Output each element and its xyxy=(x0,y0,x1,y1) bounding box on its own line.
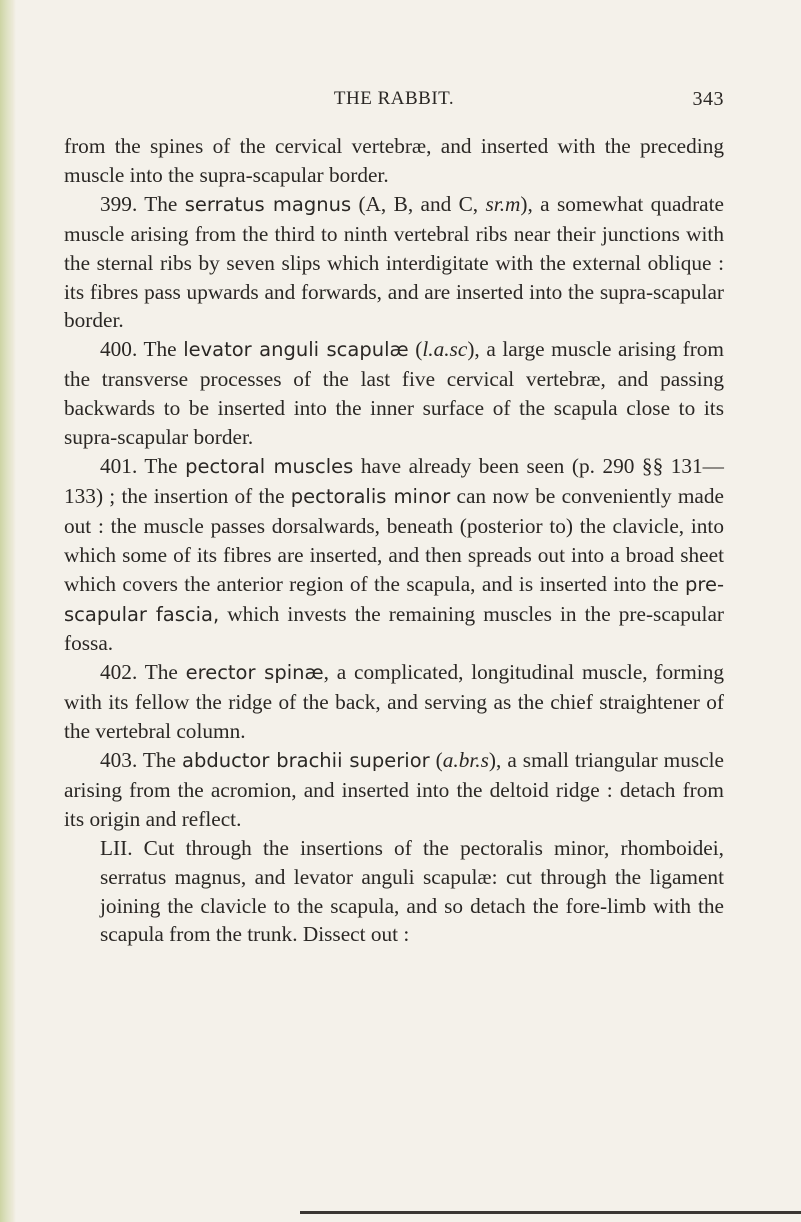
abbreviation: l.a.sc xyxy=(422,337,468,362)
text: ( xyxy=(429,748,443,773)
text: can now be conveniently made out : the muscle passes dorsalwards, beneath (posterior to) the clavicle, into which some of its fibres are inserted, and then spreads out into a broad sheet which covers the anterior region of the scapula, and is inserted into the xyxy=(64,483,724,596)
text: The xyxy=(137,660,186,685)
text: , a complicated, longitudinal muscle, forming with its fellow the ridge of the back, and serving as the chief straightener of the vertebral column. xyxy=(64,660,725,744)
page-gutter-shadow xyxy=(0,0,16,1222)
paragraph-number: 402. xyxy=(100,660,138,685)
book-page xyxy=(64,88,724,949)
text: ( xyxy=(408,337,423,362)
paragraph-number: 400. xyxy=(100,337,138,362)
text: ), a somewhat quadrate muscle arising from the third to ninth vertebral ribs near their junctions with the sternal ribs by seven slips which interdigitate with the external oblique : its fibres pass upwards and forwards, and are inserted into the supra-scapular border. xyxy=(64,191,724,333)
term-serratus-magnus: serratus magnus xyxy=(184,192,352,216)
paragraph-402 xyxy=(64,658,724,746)
paragraph-403 xyxy=(64,746,724,834)
term-levator-anguli-scapulae: levator anguli scapulæ xyxy=(183,338,409,362)
paragraph-400 xyxy=(64,335,724,452)
instruction-text: Cut through the insertions of the pectoralis minor, rhomboidei, serratus magnus, and levator anguli scapulæ: cut through the ligament joining the clavicle to the scapula, and so detach the fore-limb with the scapula from the trunk. Dissect out : xyxy=(100,835,724,947)
running-title: THE RABBIT. xyxy=(333,88,455,109)
paragraph-number: 399. xyxy=(100,191,138,216)
paragraph-399 xyxy=(64,190,724,336)
running-header xyxy=(64,88,724,118)
paragraph-number: 403. xyxy=(100,748,138,773)
term-abductor-brachii-superior: abductor brachii superior xyxy=(182,749,430,773)
term-pre-scapular-fascia: pre-scapular fascia, xyxy=(64,572,724,626)
text: ), a small triangular muscle arising from the acromion, and inserted into the deltoid ridge : detach from its origin and reflect. xyxy=(64,748,725,831)
text: which invests the remaining muscles in the pre-scapular fossa. xyxy=(64,601,724,656)
text: The xyxy=(137,191,185,216)
bottom-edge-rule xyxy=(300,1211,801,1214)
term-pectoral-muscles: pectoral muscles xyxy=(185,454,354,478)
instruction-number: LII. xyxy=(100,835,133,860)
page-body xyxy=(64,132,724,949)
abbreviation: sr.m xyxy=(485,191,521,216)
text: ), a large muscle arising from the transverse processes of the last five cervical vertebræ, and passing backwards to be inserted into the inner surface of the scapula close to its supra-scapular border. xyxy=(64,337,725,450)
instruction-lii xyxy=(64,834,724,950)
abbreviation: a.br.s xyxy=(442,748,489,773)
continuation-text: from the spines of the cervical vertebræ, and inserted with the preceding muscle into the supra-scapular border. xyxy=(64,134,724,187)
term-erector-spinae: erector spinæ xyxy=(185,661,324,685)
text: (A, B, and C, xyxy=(351,191,486,216)
continuation-paragraph xyxy=(64,132,724,190)
paragraph-401 xyxy=(64,452,724,658)
text: have already been seen (p. 290 §§ 131—133) ; the insertion of the xyxy=(64,453,724,508)
page-number: 343 xyxy=(692,88,724,110)
text: The xyxy=(137,453,186,478)
text: The xyxy=(137,748,182,773)
paragraph-number: 401. xyxy=(100,453,138,478)
term-pectoralis-minor: pectoralis minor xyxy=(290,484,451,508)
text: The xyxy=(137,337,184,362)
